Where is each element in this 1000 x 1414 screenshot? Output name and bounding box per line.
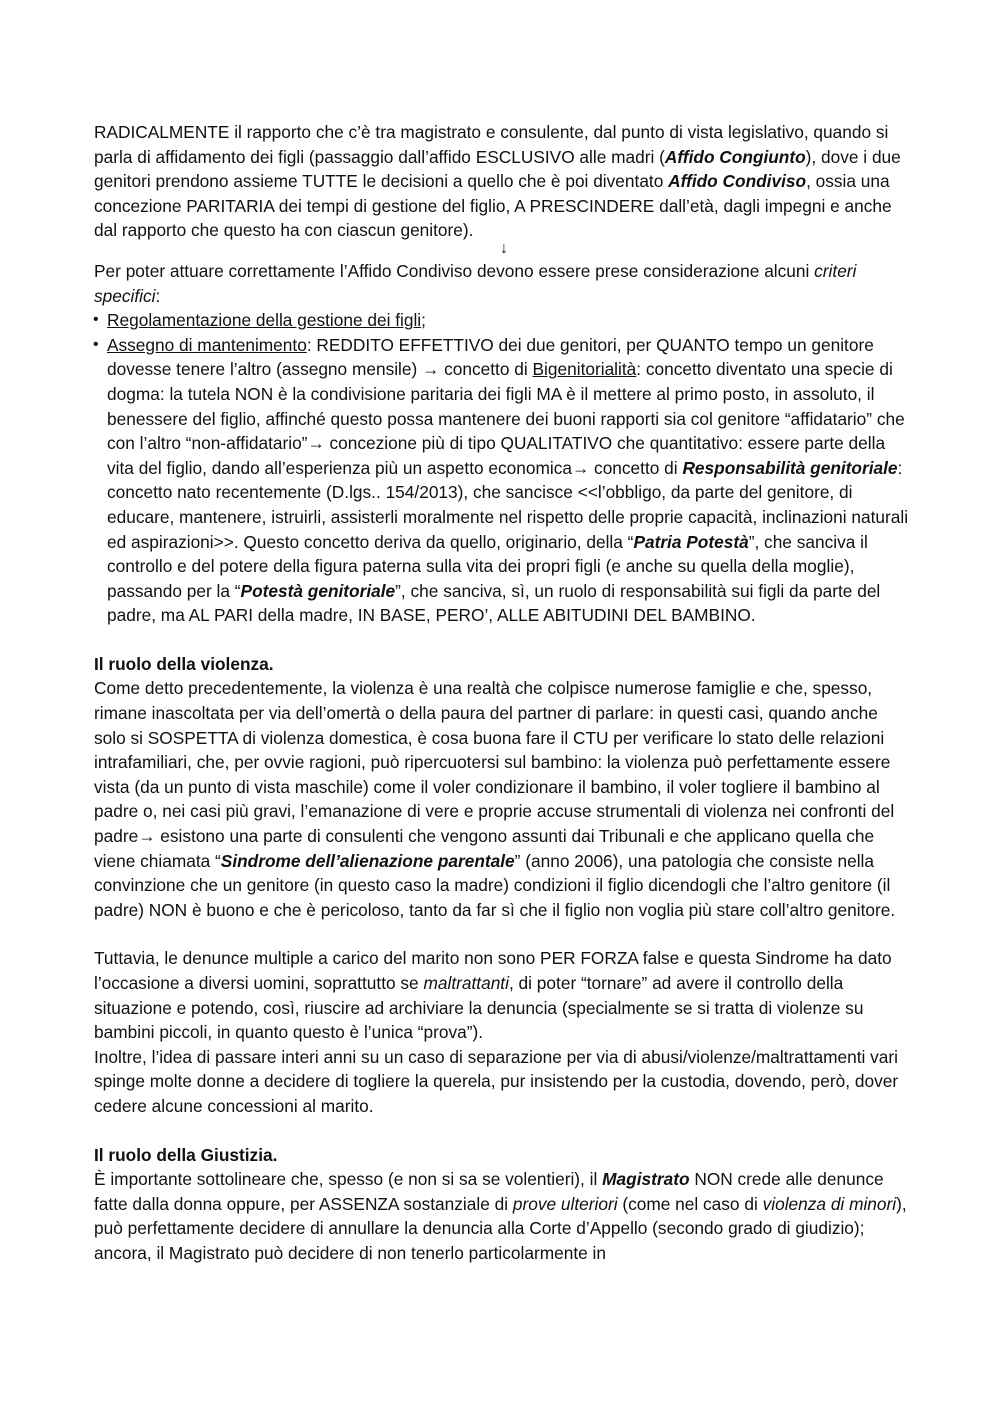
document-page: [94, 120, 914, 1266]
text: : REDDITO EFFETTIVO dei due genitori, per QUANTO tempo un genitore dovesse tenere l’altro (assegno mensile) → concetto di: [107, 334, 874, 380]
text: :: [155, 285, 161, 306]
list-item: [94, 308, 914, 333]
paragraph-violenza: [94, 676, 914, 922]
text: : concetto nato recentemente (D.lgs.. 154/2013), che sancisce <<l’obbligo, da parte del genitore, di educare, mantenere, istruirli, assisterli moralmente nel rispetto delle proprie capacità, inclinazioni naturali ed aspirazioni>>. Questo concetto deriva da quello, originario, della “: [107, 457, 909, 552]
text: ), può perfettamente decidere di annullare la denuncia alla Corte d’Appello (secondo grado di giudizio); ancora, il Magistrato può decidere di non tenerlo particolarmente in: [94, 1193, 907, 1263]
paragraph-inoltre: Inoltre, l’idea di passare interi anni su un caso di separazione per via di abusi/violenze/maltrattamenti vari spinge molte donne a decidere di togliere la querela, pur insistendo per la custodia, dovendo, però, dover cedere alcune concessioni al marito.: [94, 1046, 899, 1116]
term-violenza-minori: violenza di minori: [762, 1193, 897, 1214]
term-bigenitorialita: Bigenitorialità: [532, 359, 637, 380]
term-magistrato: Magistrato: [602, 1169, 690, 1190]
text: Per poter attuare correttamente l’Affido Condiviso devono essere prese considerazione alcuni: [94, 260, 815, 281]
paragraph-criteri: [94, 259, 914, 308]
list-item: [94, 333, 914, 628]
list-item-title: Regolamentazione della gestione dei figli: [107, 310, 422, 331]
text: , ossia una concezione PARITARIA dei tempi di gestione del figlio, A PRESCINDERE dall’età, dagli impegni e anche dal rapporto che questo ha con ciascun genitore).: [94, 171, 892, 241]
text: ”, che sanciva il controllo e del potere della figura paterna sulla vita dei propri figli (e anche su quella della moglie), passando per la “: [107, 531, 868, 601]
criteria-list: [94, 308, 914, 628]
down-arrow-icon: ↓: [500, 239, 508, 257]
term-affido-congiunto: Affido Congiunto: [664, 146, 806, 167]
heading-violenza: Il ruolo della violenza.: [94, 653, 274, 674]
text: (come nel caso di: [617, 1193, 763, 1214]
text: ”, che sanciva, sì, un ruolo di responsabilità sui figli da parte del padre, ma AL PARI della madre, IN BASE, PERO’, ALLE ABITUDINI DEL BAMBINO.: [107, 580, 881, 626]
paragraph-giustizia: [94, 1167, 914, 1265]
term-sindrome: Sindrome dell’alienazione parentale: [220, 850, 515, 871]
term-prove-ulteriori: prove ulteriori: [512, 1193, 618, 1214]
text: , di poter “tornare” ad avere il controllo della situazione e potendo, così, riuscire ad archiviare la denuncia (specialmente se si tratta di violenze su bambini piccoli, in quanto questo è l’unica “prova”).: [94, 973, 864, 1043]
text: Come detto precedentemente, la violenza è una realtà che colpisce numerose famiglie e che, spesso, rimane inascoltata per via dell’omertà o della paura del partner di parlare: in questi casi, quando anche solo si SOSPETTA di violenza domestica, è cosa buona fare il CTU per verificare lo stato delle relazioni intrafamiliari, che, per ovvie ragioni, può ripercuotersi sul bambino: la violenza può perfettamente essere vista (da un punto di vista maschile) come il voler condizionare il bambino, il voler togliere il bambino al padre o, nei casi più gravi, l’emanazione di vere e proprie accuse strumentali di violenza nei confronti del padre→ esistono una parte di consulenti che vengono assunti dai Tribunali e che applicano quella che viene chiamata “: [94, 678, 895, 871]
paragraph-affido: [94, 120, 914, 243]
text: È importante sottolineare che, spesso (e non si sa se volentieri), il: [94, 1169, 603, 1190]
term-responsabilita: Responsabilità genitoriale: [682, 457, 898, 478]
term-maltrattanti: maltrattanti: [423, 973, 509, 993]
text: ;: [421, 310, 426, 331]
heading-giustizia: Il ruolo della Giustizia.: [94, 1144, 278, 1165]
text: NON crede alle denunce fatte dalla donna oppure, per ASSENZA sostanziale di: [94, 1169, 884, 1214]
text: : concetto diventato una specie di dogma: la tutela NON è la condivisione paritaria dei figli MA è il mettere al primo posto, in assoluto, il benessere del figlio, affinché questo possa mantenere dei buoni rapporti sia col genitore “affidatario” che con l’altro “non-affidatario”→ concezione più di tipo QUALITATIVO che quantitativo: essere parte della vita del figlio, dando all’esperienza più un aspetto economica→ concetto di: [107, 359, 905, 478]
list-item-title: Assegno di mantenimento: [107, 334, 307, 355]
term-criteri: criteri specifici: [94, 260, 857, 306]
term-potesta-genitoriale: Potestà genitoriale: [240, 580, 396, 601]
term-patria-potesta: Patria Potestà: [633, 531, 749, 552]
text: Tuttavia, le denunce multiple a carico del marito non sono PER FORZA false e questa Sindrome ha dato l’occasione a diversi uomini, soprattutto se: [94, 948, 892, 993]
text: RADICALMENTE il rapporto che c’è tra magistrato e consulente, dal punto di vista legislativo, quando si parla di affidamento dei figli (passaggio dall’affido ESCLUSIVO alle madri (: [94, 122, 889, 167]
paragraph-tuttavia: [94, 946, 914, 1044]
term-affido-condiviso: Affido Condiviso: [668, 171, 807, 192]
text: ” (anno 2006), una patologia che consiste nella convinzione che un genitore (in questo caso la madre) condizioni il figlio dicendogli che l’altro genitore (il padre) NON è buono e che è pericoloso, tanto da far sì che il figlio non voglia più stare coll’altro genitore.: [94, 850, 896, 920]
text: ), dove i due genitori prendono assieme TUTTE le decisioni a quello che è poi diventato: [94, 146, 901, 192]
